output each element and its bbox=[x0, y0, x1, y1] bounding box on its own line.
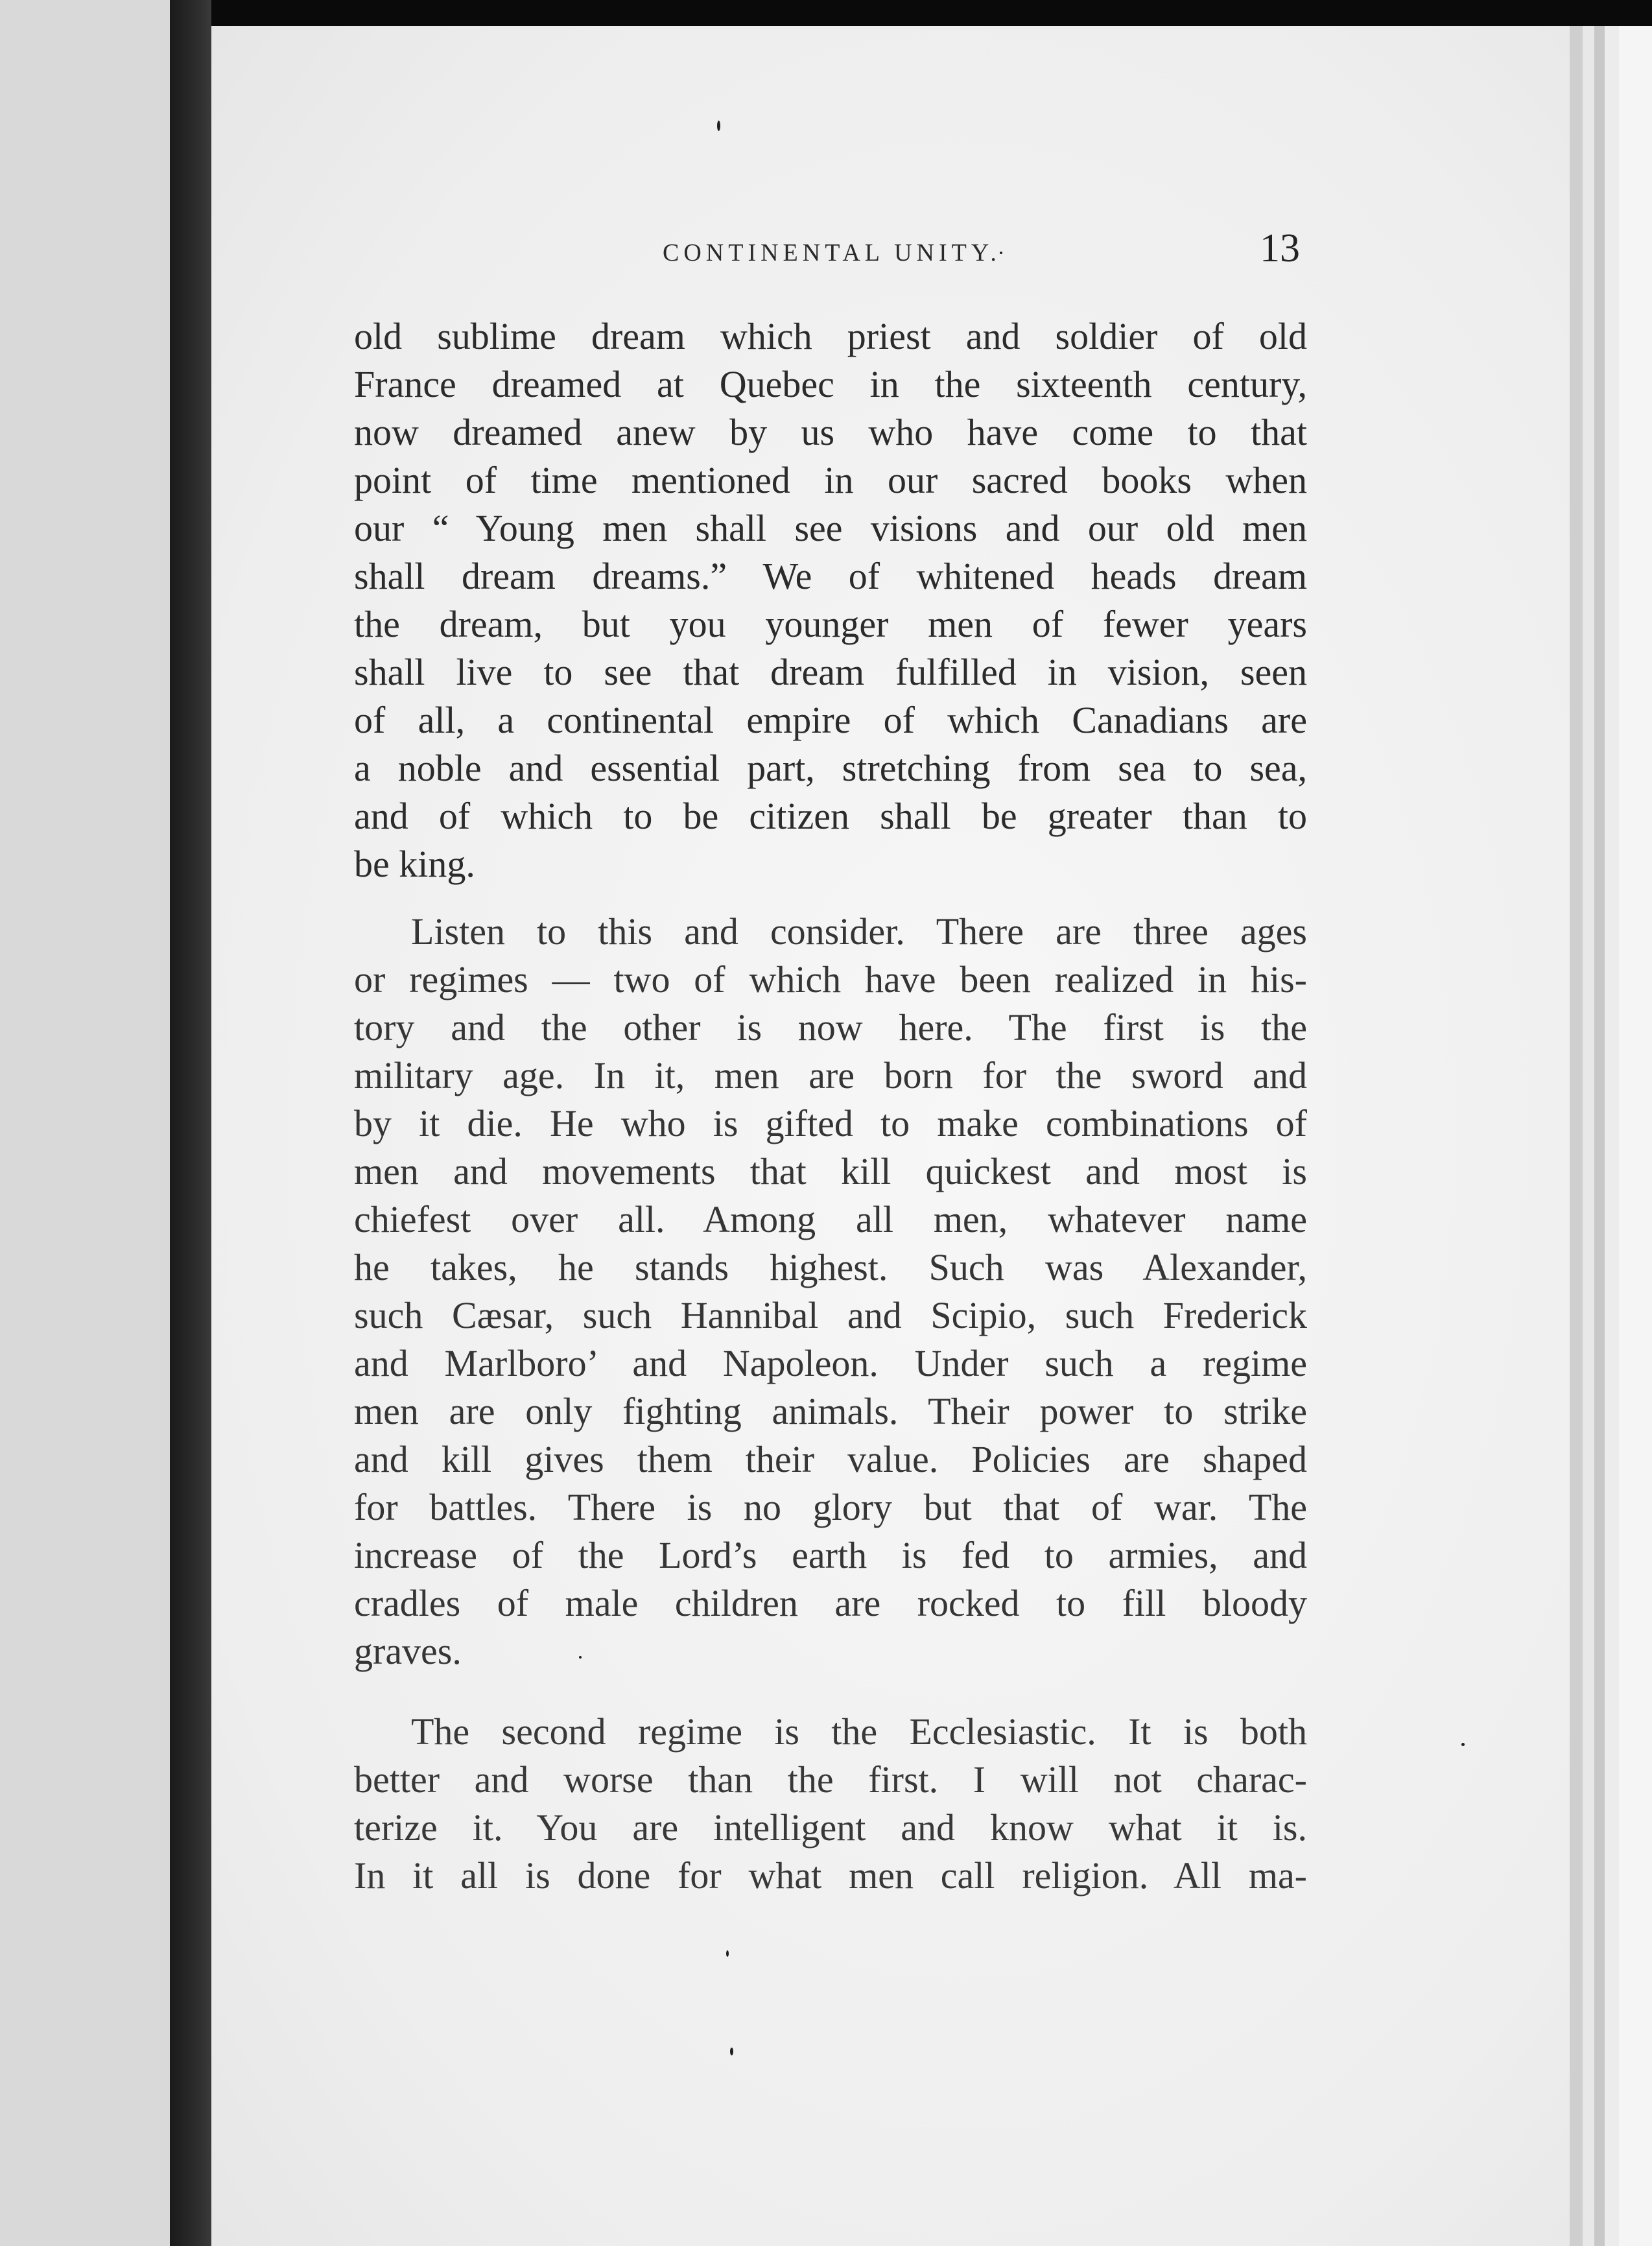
paragraph-3 bbox=[354, 1708, 1307, 1900]
text-line: and kill gives them their value. Policies are shaped bbox=[354, 1438, 1307, 1480]
page-number: 13 bbox=[1260, 226, 1300, 270]
text-line: increase of the Lord’s earth is fed to armies, and bbox=[354, 1534, 1307, 1576]
text-line: cradles of male children are rocked to fill bloody bbox=[354, 1582, 1307, 1624]
running-head: CONTINENTAL UNITY. bbox=[663, 239, 1001, 266]
text-line: point of time mentioned in our sacred books when bbox=[354, 459, 1307, 501]
text-line: graves. bbox=[354, 1630, 462, 1672]
page-edge bbox=[1583, 26, 1594, 2246]
text-line: and Marlboro’ and Napoleon. Under such a regime bbox=[354, 1342, 1307, 1384]
page-edge bbox=[1619, 26, 1652, 2246]
text-line: military age. In it, men are born for the sword and bbox=[354, 1054, 1307, 1096]
text-line: such Cæsar, such Hannibal and Scipio, such Frederick bbox=[354, 1294, 1307, 1336]
ink-speck bbox=[1461, 1743, 1465, 1746]
text-line: of all, a continental empire of which Canadians are bbox=[354, 699, 1307, 741]
facing-page bbox=[0, 0, 170, 2246]
text-line: old sublime dream which priest and soldier of old bbox=[354, 315, 1307, 357]
text-line: and of which to be citizen shall be greater than to bbox=[354, 795, 1307, 837]
text-line: he takes, he stands highest. Such was Alexander, bbox=[354, 1246, 1307, 1288]
text-line: France dreamed at Quebec in the sixteenth century, bbox=[354, 363, 1307, 405]
text-line: be king. bbox=[354, 843, 475, 885]
text-line: Listen to this and consider. There are three ages bbox=[411, 910, 1307, 952]
page-edge bbox=[1594, 26, 1605, 2246]
text-line: chiefest over all. Among all men, whatever name bbox=[354, 1198, 1307, 1240]
ink-speck bbox=[726, 1950, 729, 1957]
paragraph-1 bbox=[354, 313, 1307, 888]
page-edge bbox=[1605, 26, 1619, 2246]
paragraph-2 bbox=[354, 908, 1307, 1675]
ink-speck bbox=[730, 2048, 733, 2055]
text-line: men are only fighting animals. Their power to strike bbox=[354, 1390, 1307, 1432]
text-line: terize it. You are intelligent and know what it is. bbox=[354, 1806, 1307, 1849]
text-line: or regimes — two of which have been realized in his- bbox=[354, 958, 1307, 1000]
text-line: the dream, but you younger men of fewer years bbox=[354, 603, 1307, 645]
page-edge bbox=[1570, 26, 1583, 2246]
text-line: tory and the other is now here. The first is the bbox=[354, 1006, 1307, 1048]
text-line: now dreamed anew by us who have come to that bbox=[354, 411, 1307, 453]
text-line: shall live to see that dream fulfilled in vision, seen bbox=[354, 651, 1307, 693]
ink-speck bbox=[717, 121, 720, 131]
text-line: our “ Young men shall see visions and our old men bbox=[354, 507, 1307, 549]
text-line: for battles. There is no glory but that of war. The bbox=[354, 1486, 1307, 1528]
text-line: shall dream dreams.” We of whitened heads dream bbox=[354, 555, 1307, 597]
text-line: by it die. He who is gifted to make combinations of bbox=[354, 1102, 1307, 1144]
text-line: better and worse than the first. I will not charac- bbox=[354, 1758, 1307, 1801]
book-gutter bbox=[170, 0, 211, 2246]
text-line: men and movements that kill quickest and most is bbox=[354, 1150, 1307, 1192]
text-line: a noble and essential part, stretching from sea to sea, bbox=[354, 747, 1307, 789]
text-line: The second regime is the Ecclesiastic. It is both bbox=[411, 1710, 1307, 1753]
text-line: In it all is done for what men call religion. All ma- bbox=[354, 1854, 1307, 1897]
